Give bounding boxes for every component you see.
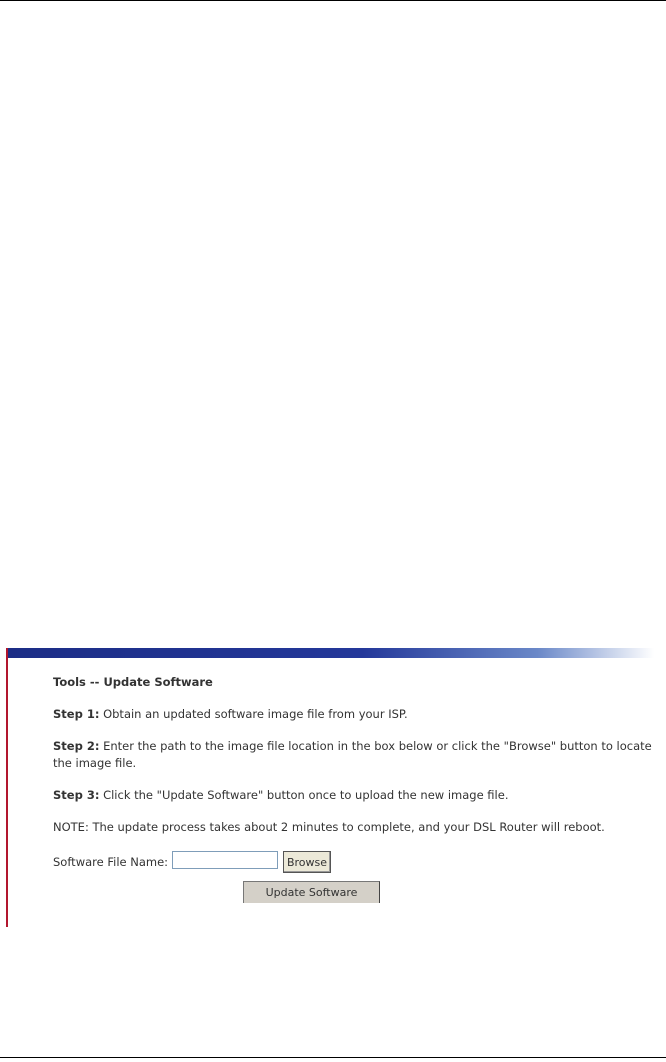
step-1-text: Obtain an updated software image file from your ISP. [99, 707, 408, 721]
step-2-label: Step 2: [53, 739, 100, 753]
browse-button[interactable]: Browse [283, 851, 331, 873]
step-2-text: Enter the path to the image file location in the box below or click the "Browse" button to locate the image file. [53, 739, 652, 770]
software-file-input[interactable] [172, 851, 278, 869]
step-2 [53, 738, 653, 772]
step-3-label: Step 3: [53, 788, 100, 802]
page-title: Tools -- Update Software [53, 675, 213, 689]
step-1-label: Step 1: [53, 707, 100, 721]
header-banner [6, 648, 654, 658]
router-update-panel [6, 648, 654, 927]
page-top-rule [0, 0, 666, 1]
step-1 [53, 706, 653, 723]
update-note: NOTE: The update process takes about 2 minutes to complete, and your DSL Router will reboot. [53, 820, 605, 834]
file-name-label: Software File Name: [53, 855, 169, 869]
update-software-button[interactable]: Update Software [243, 881, 380, 903]
page-bottom-rule [0, 1057, 666, 1058]
step-3-text: Click the "Update Software" button once to upload the new image file. [99, 788, 509, 802]
left-border [6, 648, 8, 927]
file-row [53, 851, 653, 875]
step-3 [53, 787, 653, 804]
panel-content [53, 674, 653, 875]
